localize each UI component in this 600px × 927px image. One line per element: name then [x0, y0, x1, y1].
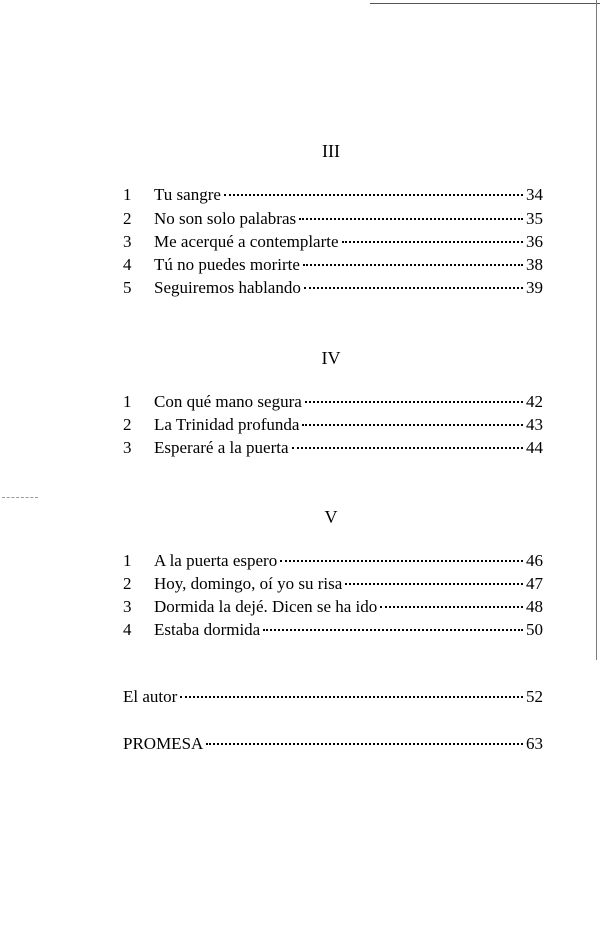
- section-heading-iii: III: [322, 141, 340, 161]
- toc-entry-page: 38: [526, 255, 543, 274]
- toc-entry-number: 4: [123, 620, 132, 639]
- toc-entry-number: 5: [123, 278, 132, 297]
- scan-mark: [2, 497, 38, 498]
- toc-entry: [123, 572, 543, 596]
- toc-entry: [123, 183, 543, 207]
- toc-dot-leader: [280, 560, 523, 562]
- toc-entry-page: 39: [526, 278, 543, 297]
- toc-entry-title: Hoy, domingo, oí yo su risa: [154, 574, 343, 593]
- toc-entry-page: 34: [526, 185, 543, 204]
- toc-dot-leader: [180, 696, 523, 698]
- toc-entry-page: 63: [526, 734, 543, 753]
- toc-entry-title: No son solo palabras: [154, 209, 297, 228]
- toc-dot-leader: [299, 218, 523, 220]
- toc-entry-title: Me acerqué a contemplarte: [154, 232, 339, 251]
- section-heading-iv: IV: [321, 348, 341, 368]
- toc-entry-title: Esperaré a la puerta: [154, 438, 289, 457]
- toc-entry: [123, 230, 543, 254]
- toc-entry-title: El autor: [123, 687, 178, 706]
- toc-entry: [123, 549, 543, 573]
- toc-entry-page: 43: [526, 415, 543, 434]
- toc-entry-page: 35: [526, 209, 543, 228]
- toc-dot-leader: [303, 264, 523, 266]
- toc-entry-page: 44: [526, 438, 543, 457]
- toc-entry-page: 52: [526, 687, 543, 706]
- toc-entry-number: 2: [123, 574, 132, 593]
- toc-dot-leader: [345, 583, 523, 585]
- toc-entry: [123, 618, 543, 642]
- toc-entry-number: 4: [123, 255, 132, 274]
- toc-entry-title: Tú no puedes morirte: [154, 255, 300, 274]
- toc-entry-title: La Trinidad profunda: [154, 415, 300, 434]
- toc-entry-number: 3: [123, 438, 132, 457]
- toc-entry-title: A la puerta espero: [154, 551, 278, 570]
- page-edge-right: [596, 0, 597, 660]
- toc-entry-promesa: [123, 732, 543, 756]
- toc-entry-title: PROMESA: [123, 734, 204, 753]
- toc-entry-number: 2: [123, 415, 132, 434]
- toc-entry-page: 48: [526, 597, 543, 616]
- section-heading-v: V: [324, 507, 338, 527]
- toc-entry: [123, 207, 543, 231]
- toc-entry-title: Seguiremos hablando: [154, 278, 301, 297]
- toc-entry-page: 42: [526, 392, 543, 411]
- toc-dot-leader: [305, 401, 523, 403]
- toc-entry-title: Dormida la dejé. Dicen se ha ido: [154, 597, 378, 616]
- toc-dot-leader: [304, 287, 523, 289]
- toc-entry-el-autor: [123, 685, 543, 709]
- toc-entry: [123, 390, 543, 414]
- toc-entry: [123, 253, 543, 277]
- toc-entry-title: Tu sangre: [154, 185, 221, 204]
- toc-dot-leader: [263, 629, 523, 631]
- toc-dot-leader: [206, 743, 523, 745]
- toc-entry-title: Estaba dormida: [154, 620, 261, 639]
- toc-entry: [123, 595, 543, 619]
- toc-entry-number: 2: [123, 209, 132, 228]
- toc-dot-leader: [342, 241, 523, 243]
- toc-entry-title: Con qué mano segura: [154, 392, 302, 411]
- toc-dot-leader: [302, 424, 523, 426]
- toc-entry: [123, 413, 543, 437]
- toc-entry-page: 47: [526, 574, 543, 593]
- toc-entry-number: 1: [123, 551, 132, 570]
- page-edge-top: [370, 3, 600, 4]
- toc-entry-number: 1: [123, 392, 132, 411]
- toc-entry-page: 36: [526, 232, 543, 251]
- toc-entry-page: 50: [526, 620, 543, 639]
- toc-dot-leader: [224, 194, 523, 196]
- toc-entry: [123, 276, 543, 300]
- toc-entry-number: 1: [123, 185, 132, 204]
- toc-dot-leader: [292, 447, 524, 449]
- toc-dot-leader: [380, 606, 523, 608]
- toc-entry-page: 46: [526, 551, 543, 570]
- toc-entry-number: 3: [123, 232, 132, 251]
- toc-entry-number: 3: [123, 597, 132, 616]
- toc-entry: [123, 436, 543, 460]
